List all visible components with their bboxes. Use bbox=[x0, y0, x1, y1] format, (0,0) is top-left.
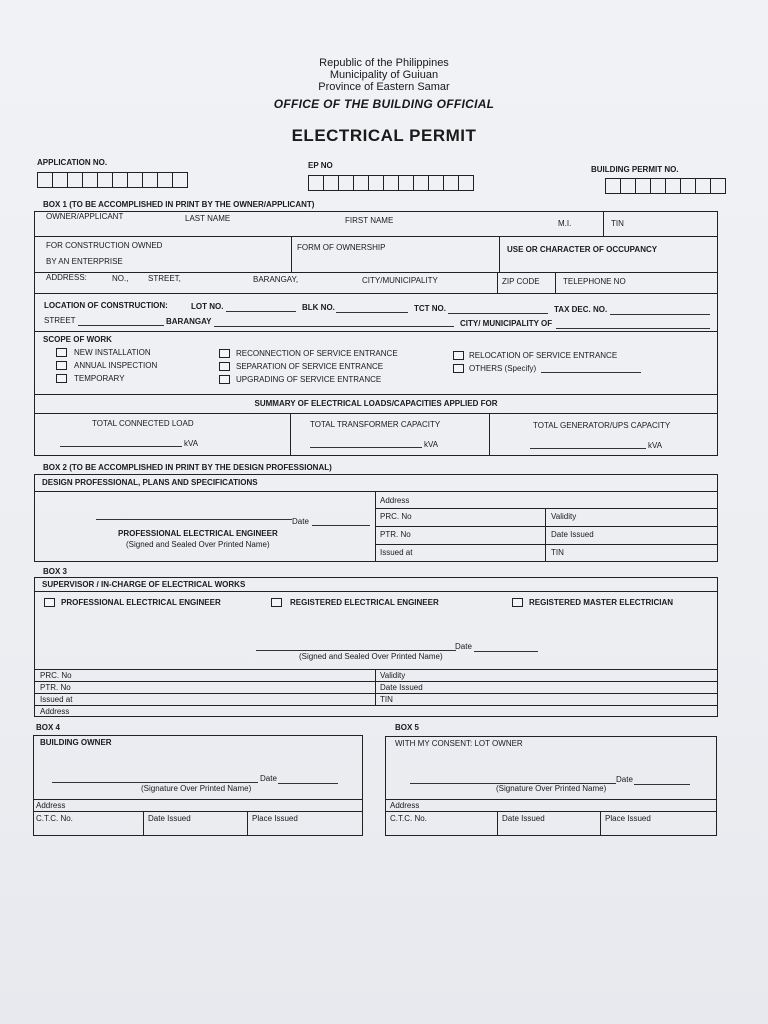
box3-issued-at-label: Issued at bbox=[40, 695, 73, 704]
box4-place-issued-label: Place Issued bbox=[252, 814, 298, 823]
box2-date-issued-label: Date Issued bbox=[551, 530, 594, 539]
box2-pee-label: PROFESSIONAL ELECTRICAL ENGINEER bbox=[118, 529, 278, 538]
box2-issued-at-label: Issued at bbox=[380, 548, 413, 557]
box3-ptr-label: PTR. No bbox=[40, 683, 71, 692]
annual-inspection-checkbox[interactable] bbox=[56, 361, 67, 370]
by-enterprise-label: BY AN ENTERPRISE bbox=[46, 257, 123, 266]
box3-address-label: Address bbox=[40, 707, 70, 716]
application-no-input[interactable] bbox=[37, 172, 188, 188]
scope-of-work-title: SCOPE OF WORK bbox=[43, 335, 112, 344]
box2-signed-sealed-label: (Signed and Sealed Over Printed Name) bbox=[126, 540, 270, 549]
supervisor-label: SUPERVISOR / IN-CHARGE OF ELECTRICAL WORKS bbox=[42, 580, 246, 589]
last-name-label: LAST NAME bbox=[185, 214, 231, 223]
office-title: OFFICE OF THE BUILDING OFFICIAL bbox=[273, 97, 495, 111]
building-permit-no-label: BUILDING PERMIT NO. bbox=[591, 165, 679, 174]
lot-owner-consent-label: WITH MY CONSENT: LOT OWNER bbox=[395, 739, 523, 748]
relocation-label: RELOCATION OF SERVICE ENTRANCE bbox=[469, 351, 618, 360]
box3-date-issued-label: Date Issued bbox=[380, 683, 423, 692]
transformer-unit: kVA bbox=[424, 440, 439, 449]
box4-heading: BOX 4 bbox=[36, 723, 61, 732]
building-owner-label: BUILDING OWNER bbox=[40, 738, 112, 747]
reconnection-label: RECONNECTION OF SERVICE ENTRANCE bbox=[236, 349, 398, 358]
box3-rme-label: REGISTERED MASTER ELECTRICIAN bbox=[529, 598, 674, 607]
tax-dec-no-label: TAX DEC. NO. bbox=[554, 305, 608, 314]
telephone-label: TELEPHONE NO bbox=[563, 277, 626, 286]
mi-label: M.I. bbox=[558, 219, 572, 228]
application-no-label: APPLICATION NO. bbox=[37, 158, 108, 167]
box2-tin-label: TIN bbox=[551, 548, 564, 557]
annual-inspection-label: ANNUAL INSPECTION bbox=[74, 361, 158, 370]
box2-ptr-label: PTR. No bbox=[380, 530, 411, 539]
box4-date-issued-label: Date Issued bbox=[148, 814, 191, 823]
tin-label: TIN bbox=[611, 219, 624, 228]
building-permit-no-input[interactable] bbox=[605, 178, 726, 194]
box3-date-label: Date bbox=[455, 642, 472, 651]
page-title: ELECTRICAL PERMIT bbox=[291, 126, 477, 145]
others-label: OTHERS (Specify) bbox=[469, 364, 537, 373]
generator-unit: kVA bbox=[648, 441, 663, 450]
box5-signature-label: (Signature Over Printed Name) bbox=[496, 784, 607, 793]
box5-place-issued-label: Place Issued bbox=[605, 814, 651, 823]
republic-line: Republic of the Philippines bbox=[319, 57, 449, 69]
box2-prc-label: PRC. No bbox=[380, 512, 412, 521]
lot-no-label: LOT NO. bbox=[191, 302, 224, 311]
separation-label: SEPARATION OF SERVICE ENTRANCE bbox=[236, 362, 384, 371]
total-connected-load-label: TOTAL CONNECTED LOAD bbox=[92, 419, 194, 428]
city-of-label: CITY/ MUNICIPALITY OF bbox=[460, 319, 553, 328]
box4-address-label: Address bbox=[36, 801, 66, 810]
box3-heading: BOX 3 bbox=[43, 567, 68, 576]
box3-ree-label: REGISTERED ELECTRICAL ENGINEER bbox=[290, 598, 439, 607]
box5-ctc-label: C.T.C. No. bbox=[390, 814, 427, 823]
address-label: ADDRESS: bbox=[46, 273, 87, 282]
province-line: Province of Eastern Samar bbox=[318, 81, 450, 93]
owner-applicant-label: OWNER/APPLICANT bbox=[46, 212, 124, 221]
form-of-ownership-label: FORM OF OWNERSHIP bbox=[297, 243, 386, 252]
box3-rme-checkbox[interactable] bbox=[512, 598, 523, 607]
box1-heading: BOX 1 (TO BE ACCOMPLISHED IN PRINT BY THE OWNER/APPLICANT) bbox=[43, 200, 315, 209]
box5-heading: BOX 5 bbox=[395, 723, 420, 732]
box3-ree-checkbox[interactable] bbox=[271, 598, 282, 607]
summary-title: SUMMARY OF ELECTRICAL LOADS/CAPACITIES APPLIED FOR bbox=[254, 399, 498, 408]
box4-signature-label: (Signature Over Printed Name) bbox=[141, 784, 252, 793]
total-transformer-label: TOTAL TRANSFORMER CAPACITY bbox=[310, 420, 441, 429]
zip-code-label: ZIP CODE bbox=[502, 277, 540, 286]
use-of-occupancy-label: USE OR CHARACTER OF OCCUPANCY bbox=[507, 245, 658, 254]
box5-date-label: Date bbox=[616, 775, 633, 784]
box5-address-label: Address bbox=[390, 801, 420, 810]
box2-validity-label: Validity bbox=[551, 512, 577, 521]
ep-no-input[interactable] bbox=[308, 175, 474, 191]
box3-pee-checkbox[interactable] bbox=[44, 598, 55, 607]
box3-validity-label: Validity bbox=[380, 671, 406, 680]
box3-signed-sealed-label: (Signed and Sealed Over Printed Name) bbox=[299, 652, 443, 661]
first-name-label: FIRST NAME bbox=[345, 216, 394, 225]
temporary-label: TEMPORARY bbox=[74, 374, 125, 383]
ep-no-label: EP NO bbox=[308, 161, 333, 170]
total-generator-label: TOTAL GENERATOR/UPS CAPACITY bbox=[533, 421, 671, 430]
box3-pee-label: PROFESSIONAL ELECTRICAL ENGINEER bbox=[61, 598, 221, 607]
box5-date-issued-label: Date Issued bbox=[502, 814, 545, 823]
new-installation-checkbox[interactable] bbox=[56, 348, 67, 357]
barangay-label: BARANGAY bbox=[166, 317, 212, 326]
address-city-label: CITY/MUNICIPALITY bbox=[362, 276, 438, 285]
box2-address-label: Address bbox=[380, 496, 410, 505]
design-professional-label: DESIGN PROFESSIONAL, PLANS AND SPECIFICATIONS bbox=[42, 478, 258, 487]
box3-prc-label: PRC. No bbox=[40, 671, 72, 680]
upgrading-label: UPGRADING OF SERVICE ENTRANCE bbox=[236, 375, 382, 384]
address-barangay-label: BARANGAY, bbox=[253, 275, 299, 284]
separation-checkbox[interactable] bbox=[219, 362, 230, 371]
temporary-checkbox[interactable] bbox=[56, 374, 67, 383]
box4-date-label: Date bbox=[260, 774, 277, 783]
box2-heading: BOX 2 (TO BE ACCOMPLISHED IN PRINT BY THE DESIGN PROFESSIONAL) bbox=[43, 463, 332, 472]
connected-load-unit: kVA bbox=[184, 439, 199, 448]
street-label: STREET bbox=[44, 316, 76, 325]
box4-ctc-label: C.T.C. No. bbox=[36, 814, 73, 823]
box3-tin-label: TIN bbox=[380, 695, 393, 704]
tct-no-label: TCT NO. bbox=[414, 304, 446, 313]
relocation-checkbox[interactable] bbox=[453, 351, 464, 360]
address-street-label: STREET, bbox=[148, 274, 181, 283]
address-no-label: NO., bbox=[112, 274, 129, 283]
others-checkbox[interactable] bbox=[453, 364, 464, 373]
upgrading-checkbox[interactable] bbox=[219, 375, 230, 384]
box2-date-label: Date bbox=[292, 517, 309, 526]
municipality-line: Municipality of Guiuan bbox=[329, 69, 439, 81]
location-label: LOCATION OF CONSTRUCTION: bbox=[44, 301, 168, 310]
construction-owned-label: FOR CONSTRUCTION OWNED bbox=[46, 241, 163, 250]
new-installation-label: NEW INSTALLATION bbox=[74, 348, 151, 357]
reconnection-checkbox[interactable] bbox=[219, 349, 230, 358]
blk-no-label: BLK NO. bbox=[302, 303, 335, 312]
